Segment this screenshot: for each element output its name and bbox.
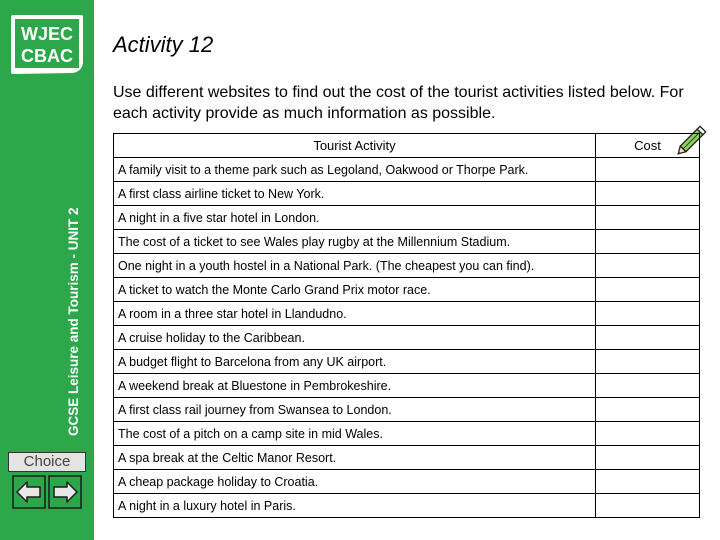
activity-cell: A weekend break at Bluestone in Pembrokeshire. — [114, 374, 596, 398]
activity-cell: A night in a luxury hotel in Paris. — [114, 494, 596, 518]
activity-cell: A ticket to watch the Monte Carlo Grand Prix motor race. — [114, 278, 596, 302]
cost-cell[interactable] — [596, 158, 700, 182]
arrow-right-icon[interactable] — [48, 475, 82, 509]
cost-cell[interactable] — [596, 182, 700, 206]
choice-button[interactable]: Choice — [8, 452, 86, 472]
cost-cell[interactable] — [596, 254, 700, 278]
table-row — [114, 374, 700, 398]
activity-cell: A cruise holiday to the Caribbean. — [114, 326, 596, 350]
cost-cell[interactable] — [596, 302, 700, 326]
cost-cell[interactable] — [596, 494, 700, 518]
table-row — [114, 230, 700, 254]
logo-top-text: WJEC — [20, 24, 74, 44]
header-tourist-activity: Tourist Activity — [114, 134, 596, 158]
page-title: Activity 12 — [113, 32, 214, 57]
cost-cell[interactable] — [596, 446, 700, 470]
activity-cell: A room in a three star hotel in Llandudno. — [114, 302, 596, 326]
table-row — [114, 206, 700, 230]
table-row — [114, 278, 700, 302]
table-row — [114, 398, 700, 422]
activity-cell: The cost of a pitch on a camp site in mid Wales. — [114, 422, 596, 446]
table-header-row — [114, 134, 700, 158]
cost-cell[interactable] — [596, 350, 700, 374]
activity-cell: A night in a five star hotel in London. — [114, 206, 596, 230]
instructions-text: Use different websites to find out the cost of the tourist activities listed below. For each activity provide as much information as possible. — [113, 84, 684, 122]
activity-cell: A first class airline ticket to New York. — [114, 182, 596, 206]
activity-cell: One night in a youth hostel in a National Park. (The cheapest you can find). — [114, 254, 596, 278]
activity-table — [113, 133, 700, 518]
table-row — [114, 302, 700, 326]
activity-cell: A family visit to a theme park such as Legoland, Oakwood or Thorpe Park. — [114, 158, 596, 182]
cost-cell[interactable] — [596, 398, 700, 422]
cost-cell[interactable] — [596, 470, 700, 494]
table-row — [114, 326, 700, 350]
activity-cell: A budget flight to Barcelona from any UK airport. — [114, 350, 596, 374]
table-row — [114, 494, 700, 518]
cost-cell[interactable] — [596, 206, 700, 230]
cost-cell[interactable] — [596, 374, 700, 398]
activity-cell: The cost of a ticket to see Wales play rugby at the Millennium Stadium. — [114, 230, 596, 254]
table-row — [114, 422, 700, 446]
activity-cell: A spa break at the Celtic Manor Resort. — [114, 446, 596, 470]
sidebar — [0, 0, 94, 540]
cost-cell[interactable] — [596, 230, 700, 254]
table-row — [114, 350, 700, 374]
cost-cell[interactable] — [596, 278, 700, 302]
wjec-cbac-logo — [9, 13, 85, 76]
cost-cell[interactable] — [596, 422, 700, 446]
vertical-course-label: GCSE Leisure and Tourism - UNIT 2 — [66, 207, 81, 436]
cost-cell[interactable] — [596, 326, 700, 350]
table-row — [114, 470, 700, 494]
logo-bottom-text: CBAC — [21, 46, 73, 66]
activity-cell: A first class rail journey from Swansea to London. — [114, 398, 596, 422]
arrow-left-icon[interactable] — [12, 475, 46, 509]
table-row — [114, 182, 700, 206]
table-row — [114, 254, 700, 278]
table-row — [114, 158, 700, 182]
table-row — [114, 446, 700, 470]
header-cost: Cost — [596, 134, 700, 158]
activity-cell: A cheap package holiday to Croatia. — [114, 470, 596, 494]
